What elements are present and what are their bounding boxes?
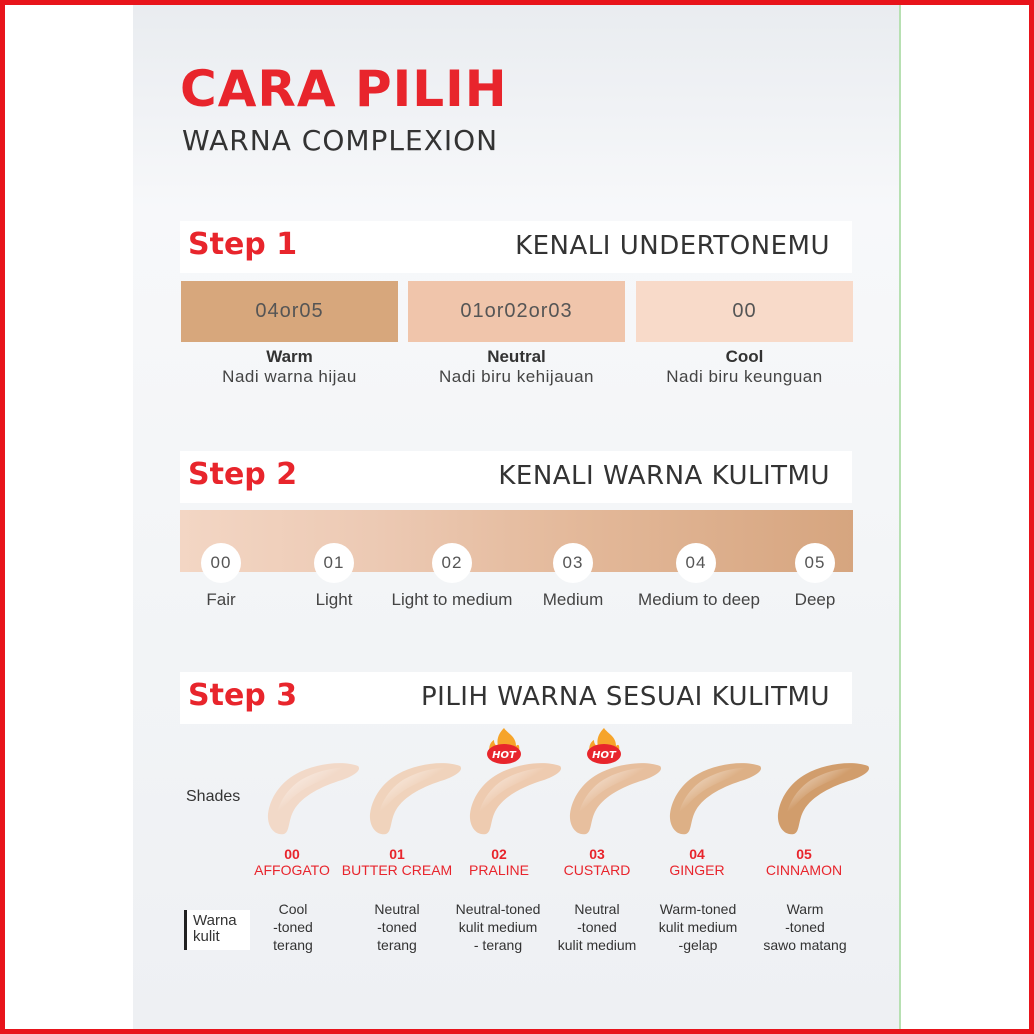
shade-desc-04-line2: kulit medium (658, 919, 738, 935)
step1-label: Step 1 (188, 227, 298, 262)
skin-level-05: 05 (795, 543, 835, 583)
skin-level-02: 02 (432, 543, 472, 583)
page-subtitle: WARNA COMPLEXION (182, 124, 499, 157)
shade-name-praline: PRALINE (469, 862, 529, 878)
hot-badge-icon (486, 726, 522, 766)
shade-desc-03-line1: Neutral (574, 901, 620, 917)
tone-desc-neutral: Nadi biru kehijauan (438, 367, 595, 386)
skin-level-04: 04 (676, 543, 716, 583)
step2-bar (180, 451, 852, 503)
shade-name-custard: CUSTARD (563, 862, 631, 878)
step2-heading: KENALI WARNA KULITMU (498, 461, 830, 491)
shade-desc-05-line2: -toned (785, 919, 825, 935)
skin-label-medium: Medium (542, 590, 604, 609)
shade-desc-00-line1: Cool (278, 901, 308, 917)
shade-desc-04-line3: -gelap (678, 937, 718, 953)
shade-swatch-01 (364, 758, 464, 840)
shade-code-01: 01 (389, 846, 405, 862)
warna-kulit-line2: kulit (193, 928, 220, 945)
tone-box-warm: 04or05 (181, 281, 398, 342)
hot-badge-label: HOT (492, 750, 516, 761)
shade-desc-01-line3: terang (377, 937, 417, 953)
shade-name-butter-cream: BUTTER CREAM (341, 862, 453, 878)
shade-code-03: 03 (589, 846, 605, 862)
shade-name-cinnamon: CINNAMON (765, 862, 843, 878)
page-title: CARA PILIH (180, 60, 508, 118)
shade-desc-00-line3: terang (273, 937, 313, 953)
shade-desc-03-line3: kulit medium (557, 937, 637, 953)
shade-code-04: 04 (689, 846, 705, 862)
shade-desc-03 (542, 900, 652, 954)
shade-desc-00-line2: -toned (273, 919, 313, 935)
hot-badge-label: HOT (592, 750, 616, 761)
shade-name-affogato: AFFOGATO (254, 862, 330, 878)
tone-desc-warm: Nadi warna hijau (222, 367, 357, 386)
skin-label-light-to-medium: Light to medium (391, 590, 513, 609)
step3-bar (180, 672, 852, 724)
shade-desc-01 (342, 900, 452, 954)
shade-desc-05 (750, 900, 860, 954)
shade-code-00: 00 (284, 846, 300, 862)
shade-swatch-02 (464, 758, 564, 840)
step1-heading: KENALI UNDERTONEMU (515, 231, 830, 261)
hot-badge-icon (586, 726, 622, 766)
shade-desc-02-line1: Neutral-toned (455, 901, 541, 917)
tone-name-neutral: Neutral (487, 347, 546, 366)
shade-swatch-03 (564, 758, 664, 840)
skin-label-light: Light (315, 590, 353, 609)
skin-level-01: 01 (314, 543, 354, 583)
step3-label: Step 3 (188, 678, 298, 713)
skin-tone-gradient-bar (180, 510, 853, 572)
shade-desc-01-line2: -toned (377, 919, 417, 935)
skin-level-00: 00 (201, 543, 241, 583)
shade-desc-05-line1: Warm (786, 901, 824, 917)
tone-desc-cool: Nadi biru keunguan (666, 367, 823, 386)
shade-code-05: 05 (796, 846, 812, 862)
shade-swatch-05 (772, 758, 872, 840)
shades-label: Shades (186, 788, 241, 805)
shade-desc-05-line3: sawo matang (763, 937, 847, 953)
step1-bar (180, 221, 852, 273)
shade-desc-00 (238, 900, 348, 954)
skin-label-deep: Deep (794, 590, 836, 609)
shade-swatch-04 (664, 758, 764, 840)
skin-label-medium-to-deep: Medium to deep (638, 590, 760, 609)
panel-edge-line (899, 5, 901, 1029)
step2-label: Step 2 (188, 457, 298, 492)
tone-name-warm: Warm (266, 347, 313, 366)
shade-desc-04-line1: Warm-toned (659, 901, 737, 917)
skin-level-03: 03 (553, 543, 593, 583)
shade-name-ginger: GINGER (669, 862, 725, 878)
skin-label-fair: Fair (206, 590, 236, 609)
shade-desc-04 (643, 900, 753, 954)
shade-desc-02-line3: - terang (473, 937, 523, 953)
shade-swatch-00 (262, 758, 362, 840)
shade-desc-01-line1: Neutral (374, 901, 420, 917)
step3-heading: PILIH WARNA SESUAI KULITMU (420, 682, 830, 712)
shade-desc-02-line2: kulit medium (458, 919, 538, 935)
tone-box-cool: 00 (636, 281, 853, 342)
warna-kulit-line1: Warna (193, 912, 237, 929)
tone-name-cool: Cool (725, 347, 764, 366)
shade-desc-02 (443, 900, 553, 954)
shade-desc-03-line2: -toned (577, 919, 617, 935)
shade-code-02: 02 (491, 846, 507, 862)
tone-box-neutral: 01or02or03 (408, 281, 625, 342)
